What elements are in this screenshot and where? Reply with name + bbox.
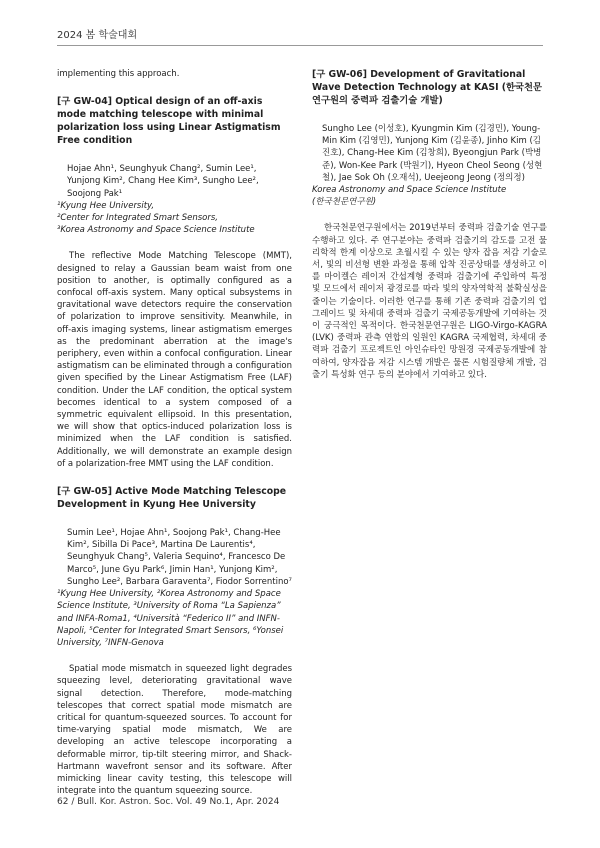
gw06-title: [구 GW-06] Development of Gravitational Wave Detection Technology at KASI (한국천문연구원의 중력파 검출기술 개발) — [312, 69, 542, 106]
gw06-affiliation-2: (한국천문연구원) — [312, 197, 377, 208]
gw04-affiliation-3: ³Korea Astronomy and Space Science Institute — [57, 225, 255, 236]
left-column — [57, 68, 292, 797]
gw06-affiliation-1: Korea Astronomy and Space Science Institute — [312, 185, 507, 196]
gw04-abstract: The reflective Mode Matching Telescope (MMT), designed to relay a Gaussian beam waist from one position to another, is optimally configured as a confocal off-axis system. Many optical subsystems in gravitational wave detectors require the conservation of polarization to improve sensitivity. Meanwhile, in off-axis imaging systems, linear astigmatism emerges as the predominant aberration at the image's periphery, even within a confocal configuration. Linear astigmatism can be eliminated through a configuration given specified by the Linear Astigmatism Free (LAF) condition. Under the LAF condition, the optical system becomes identical to a system composed of a symmetric equivalent ellipsoid. In this presentation, we will show that optics-induced polarization loss is minimized when the LAF condition is satisfied. Additionally, we will demonstrate an example design of a polarization-free MMT using the LAF condition. — [57, 251, 292, 469]
right-column — [312, 68, 547, 381]
gw05-title: [구 GW-05] Active Mode Matching Telescope Development in Kyung Hee University — [57, 486, 287, 511]
page-footer: 62 / Bull. Kor. Astron. Soc. Vol. 49 No.1, Apr. 2024 — [57, 797, 280, 807]
continuation-text: implementing this approach. — [57, 69, 180, 79]
gw05-abstract: Spatial mode mismatch in squeezed light degrades squeezing level, deteriorating gravitational wave signal detection. Therefore, mode-matching telescopes that correct spatial mode mismatch are critical for quantum-squeezed sources. To account for time-varying spatial mode mismatch, We are developing an active telescope incorporating a deformable mirror, tip-tilt steering mirror, and Shack-Hartmann wavefront sensor and its software. After mimicking linear cavity testing, this telescope will integrate into the quantum squeezing source. — [57, 664, 292, 797]
gw04-affiliation-2: ²Center for Integrated Smart Sensors, — [57, 213, 219, 224]
running-header: 2024 봄 학술대회 — [57, 30, 138, 41]
gw04-affiliation-1: ¹Kyung Hee University, — [57, 200, 155, 211]
gw06-authors: Sungho Lee (이성호), Kyungmin Kim (김경민), Young-Min Kim (김영민), Yunjong Kim (김윤종), Jinho Kim (김진호), Chang-Hee Kim (김창희), Byeongjun Park (박병준), Won-Kee Park (박원기), Hyeon Cheol Seong (성현철), Jae Sok Oh (오재석), Ueejeong Jeong (정의정) — [322, 124, 543, 183]
gw04-authors: Hojae Ahn¹, Seunghyuk Chang², Sumin Lee¹, Yunjong Kim², Chang Hee Kim³, Sungho Lee², Soojong Pak¹ — [67, 164, 259, 199]
gw04-title: [구 GW-04] Optical design of an off-axis mode matching telescope with minimal polarization loss using Linear Astigmatism Free condition — [57, 96, 281, 147]
gw05-authors: Sumin Lee¹, Hojae Ahn¹, Soojong Pak¹, Chang-Hee Kim², Sibilla Di Pace³, Martina De Laurentis⁴, Seunghyuk Chang⁵, Valeria Sequino⁴, Francesco De Marco⁵, June Gyu Park⁶, Jimin Han¹, Yunjong Kim², Sungho Lee², Barbara Garaventa⁷, Fiodor Sorrentino⁷ — [67, 528, 292, 587]
header-rule — [57, 45, 543, 46]
gw06-abstract: 한국천문연구원에서는 2019년부터 중력파 검출기술 연구를 수행하고 있다. 주 연구분야는 중력파 검출기의 감도를 고전 물리학적 한계 이상으로 초월시킬 수 있는 양자 잡음 저감 기술로서, 빛의 비선형 변환 과정을 통해 압착 진공상태를 생성하고 이를 마이켈슨 레이저 간섭계형 중력파 검출기에 주입하여 특정 빛 모드에서 레이저 광경로를 따라 빛의 양자역학적 불확실성을 줄이는 기술이다. 이러한 연구를 통해 기존 중력파 검출기의 업그레이드 및 차세대 중력파 검출기 국제공동개발에 기여하는 것이 궁극적인 목적이다. 한국천문연구원은 LIGO-Virgo-KAGRA (LVK) 중력파 관측 연합의 일원인 KAGRA 국제협력, 차세대 중력파 검출기 프로젝트인 아인슈타인 망원경 국제공동개발에 참여하여, 양자잡음 저감 시스템 개발은 물론 시험질량체 개발, 검출기 특성화 연구 등의 분야에서 기여하고 있다. — [312, 223, 547, 380]
gw05-affiliations: ¹Kyung Hee University, ²Korea Astronomy and Space Science Institute, ³University of Roma “La Sapienza” and INFA-Roma1, ⁴Università “Federico II” and INFN-Napoli, ⁵Center for Integrated Smart Sensors, ⁶Yonsei University, ⁷INFN-Genova — [57, 589, 284, 648]
